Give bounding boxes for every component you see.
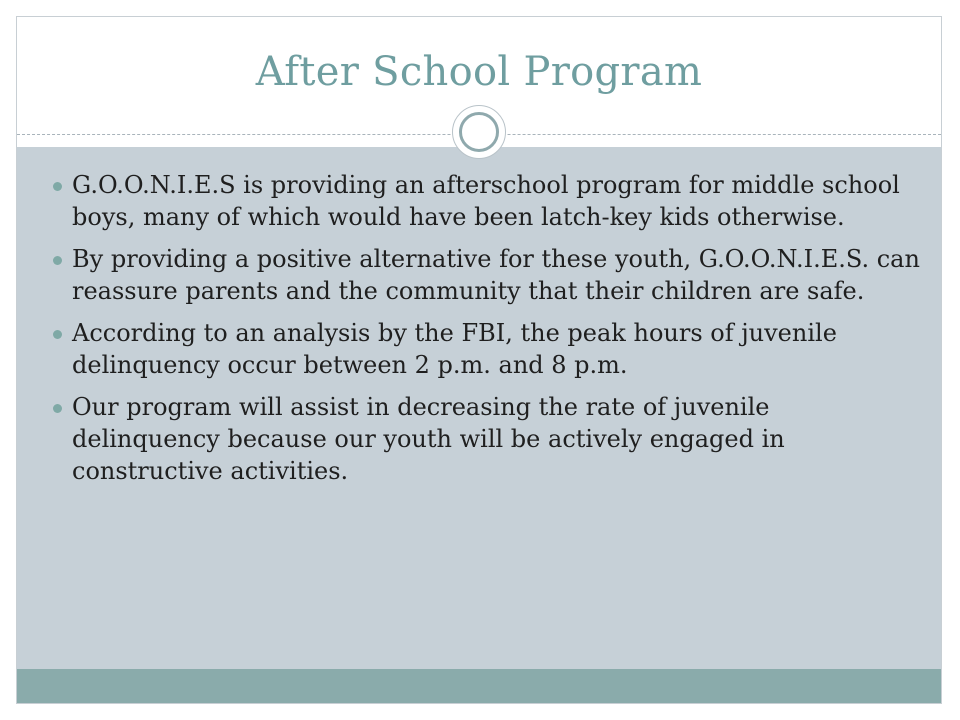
bullet-item (53, 169, 923, 233)
slide (16, 16, 942, 704)
bullet-dot-icon (53, 256, 62, 265)
bullet-item (53, 317, 923, 381)
bullet-list (53, 169, 923, 497)
ring-icon (452, 105, 506, 159)
slide-title: After School Program (255, 49, 703, 95)
bullet-dot-icon (53, 404, 62, 413)
bullet-text: By providing a positive alternative for these youth, G.O.O.N.I.E.S. can reassure parents and the community that their children are safe. (72, 245, 920, 305)
bullet-text: Our program will assist in decreasing the rate of juvenile delinquency because our youth will be actively engaged in constructive activities. (72, 393, 785, 485)
bullet-item (53, 391, 923, 487)
ring-inner (459, 112, 499, 152)
bullet-dot-icon (53, 182, 62, 191)
bullet-item (53, 243, 923, 307)
bullet-text: G.O.O.N.I.E.S is providing an afterschool program for middle school boys, many of which would have been latch-key kids otherwise. (72, 171, 900, 231)
bullet-dot-icon (53, 330, 62, 339)
footer-bar (17, 669, 941, 703)
bullet-text: According to an analysis by the FBI, the peak hours of juvenile delinquency occur between 2 p.m. and 8 p.m. (72, 319, 837, 379)
